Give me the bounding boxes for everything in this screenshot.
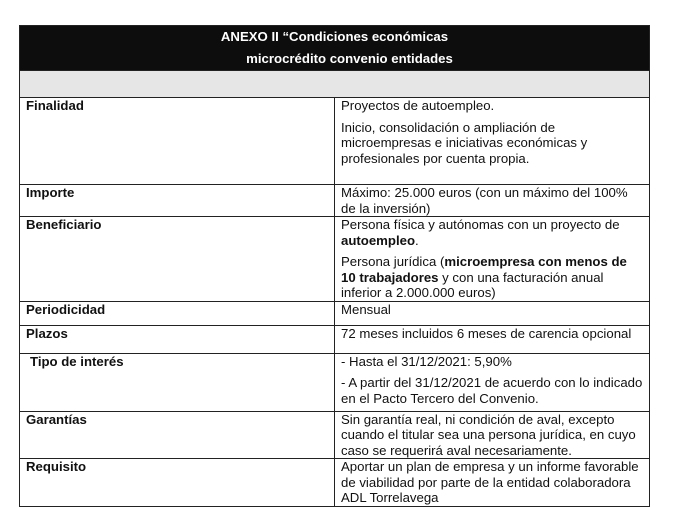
table-row-garantias xyxy=(20,411,650,459)
beneficiario-text-2 xyxy=(341,254,645,301)
row-value xyxy=(335,98,650,185)
conditions-table xyxy=(19,25,650,507)
importe-text: Máximo: 25.000 euros (con un máximo del 100% de la inversión) xyxy=(341,185,628,216)
table-row-beneficiario xyxy=(20,217,650,302)
table-row-periodicidad xyxy=(20,301,650,325)
beneficiario-text-1-pre: Persona física y autónomas con un proyecto de xyxy=(341,217,620,232)
requisito-text: Aportar un plan de empresa y un informe favorable de viabilidad por parte de la entidad colaboradora ADL Torrelavega xyxy=(341,459,639,505)
blank-shaded-cell xyxy=(20,71,650,98)
beneficiario-text-2-bold: microempresa con menos de 10 trabajadores xyxy=(341,254,627,285)
beneficiario-text-2-pre: Persona jurídica ( xyxy=(341,254,445,269)
plazos-text: 72 meses incluidos 6 meses de carencia opcional xyxy=(341,325,632,341)
row-label: Importe xyxy=(20,185,335,217)
table-row-plazos xyxy=(20,325,650,353)
table-row-tipo-interes xyxy=(20,353,650,411)
row-value xyxy=(335,459,650,507)
row-label: Finalidad xyxy=(20,98,335,185)
row-label: Periodicidad xyxy=(20,301,335,325)
beneficiario-text-1 xyxy=(341,217,645,248)
garantias-text: Sin garantía real, ni condición de aval, excepto cuando el titular sea una persona jurídica, en cuyo caso se requerirá aval necesariamente. xyxy=(341,411,636,458)
annex-document xyxy=(19,25,650,507)
table-row-finalidad xyxy=(20,98,650,185)
row-label: Plazos xyxy=(20,325,335,353)
row-value xyxy=(335,217,650,302)
blank-shaded-row xyxy=(20,71,650,98)
tipo-interes-text-1: - Hasta el 31/12/2021: 5,90% xyxy=(341,353,512,369)
row-value xyxy=(335,185,650,217)
finalidad-text-1: Proyectos de autoempleo. xyxy=(341,98,495,113)
table-header-row xyxy=(20,26,650,71)
table-header-cell xyxy=(20,26,650,71)
row-label: Requisito xyxy=(20,459,335,507)
row-value xyxy=(335,411,650,459)
header-title-line2: microcrédito convenio entidades xyxy=(246,51,453,66)
periodicidad-text: Mensual xyxy=(341,301,391,317)
finalidad-text-2: Inicio, consolidación o ampliación de microempresas e iniciativas económicas y profesionales por cuenta propia. xyxy=(341,119,588,166)
row-label: Tipo de interés xyxy=(20,353,335,411)
table-row-importe xyxy=(20,185,650,217)
beneficiario-text-1-post: . xyxy=(415,232,419,248)
beneficiario-text-1-bold: autoempleo xyxy=(341,232,416,248)
table-row-requisito xyxy=(20,459,650,507)
beneficiario-text-2-post: y con una facturación anual inferior a 2.000.000 euros) xyxy=(341,269,604,300)
tipo-interes-text-2: - A partir del 31/12/2021 de acuerdo con lo indicado en el Pacto Tercero del Convenio. xyxy=(341,375,643,406)
row-label: Beneficiario xyxy=(20,217,335,302)
row-value xyxy=(335,301,650,325)
row-value xyxy=(335,325,650,353)
header-title-line1: ANEXO II “Condiciones económicas xyxy=(220,29,449,44)
row-label: Garantías xyxy=(20,411,335,459)
row-value xyxy=(335,353,650,411)
